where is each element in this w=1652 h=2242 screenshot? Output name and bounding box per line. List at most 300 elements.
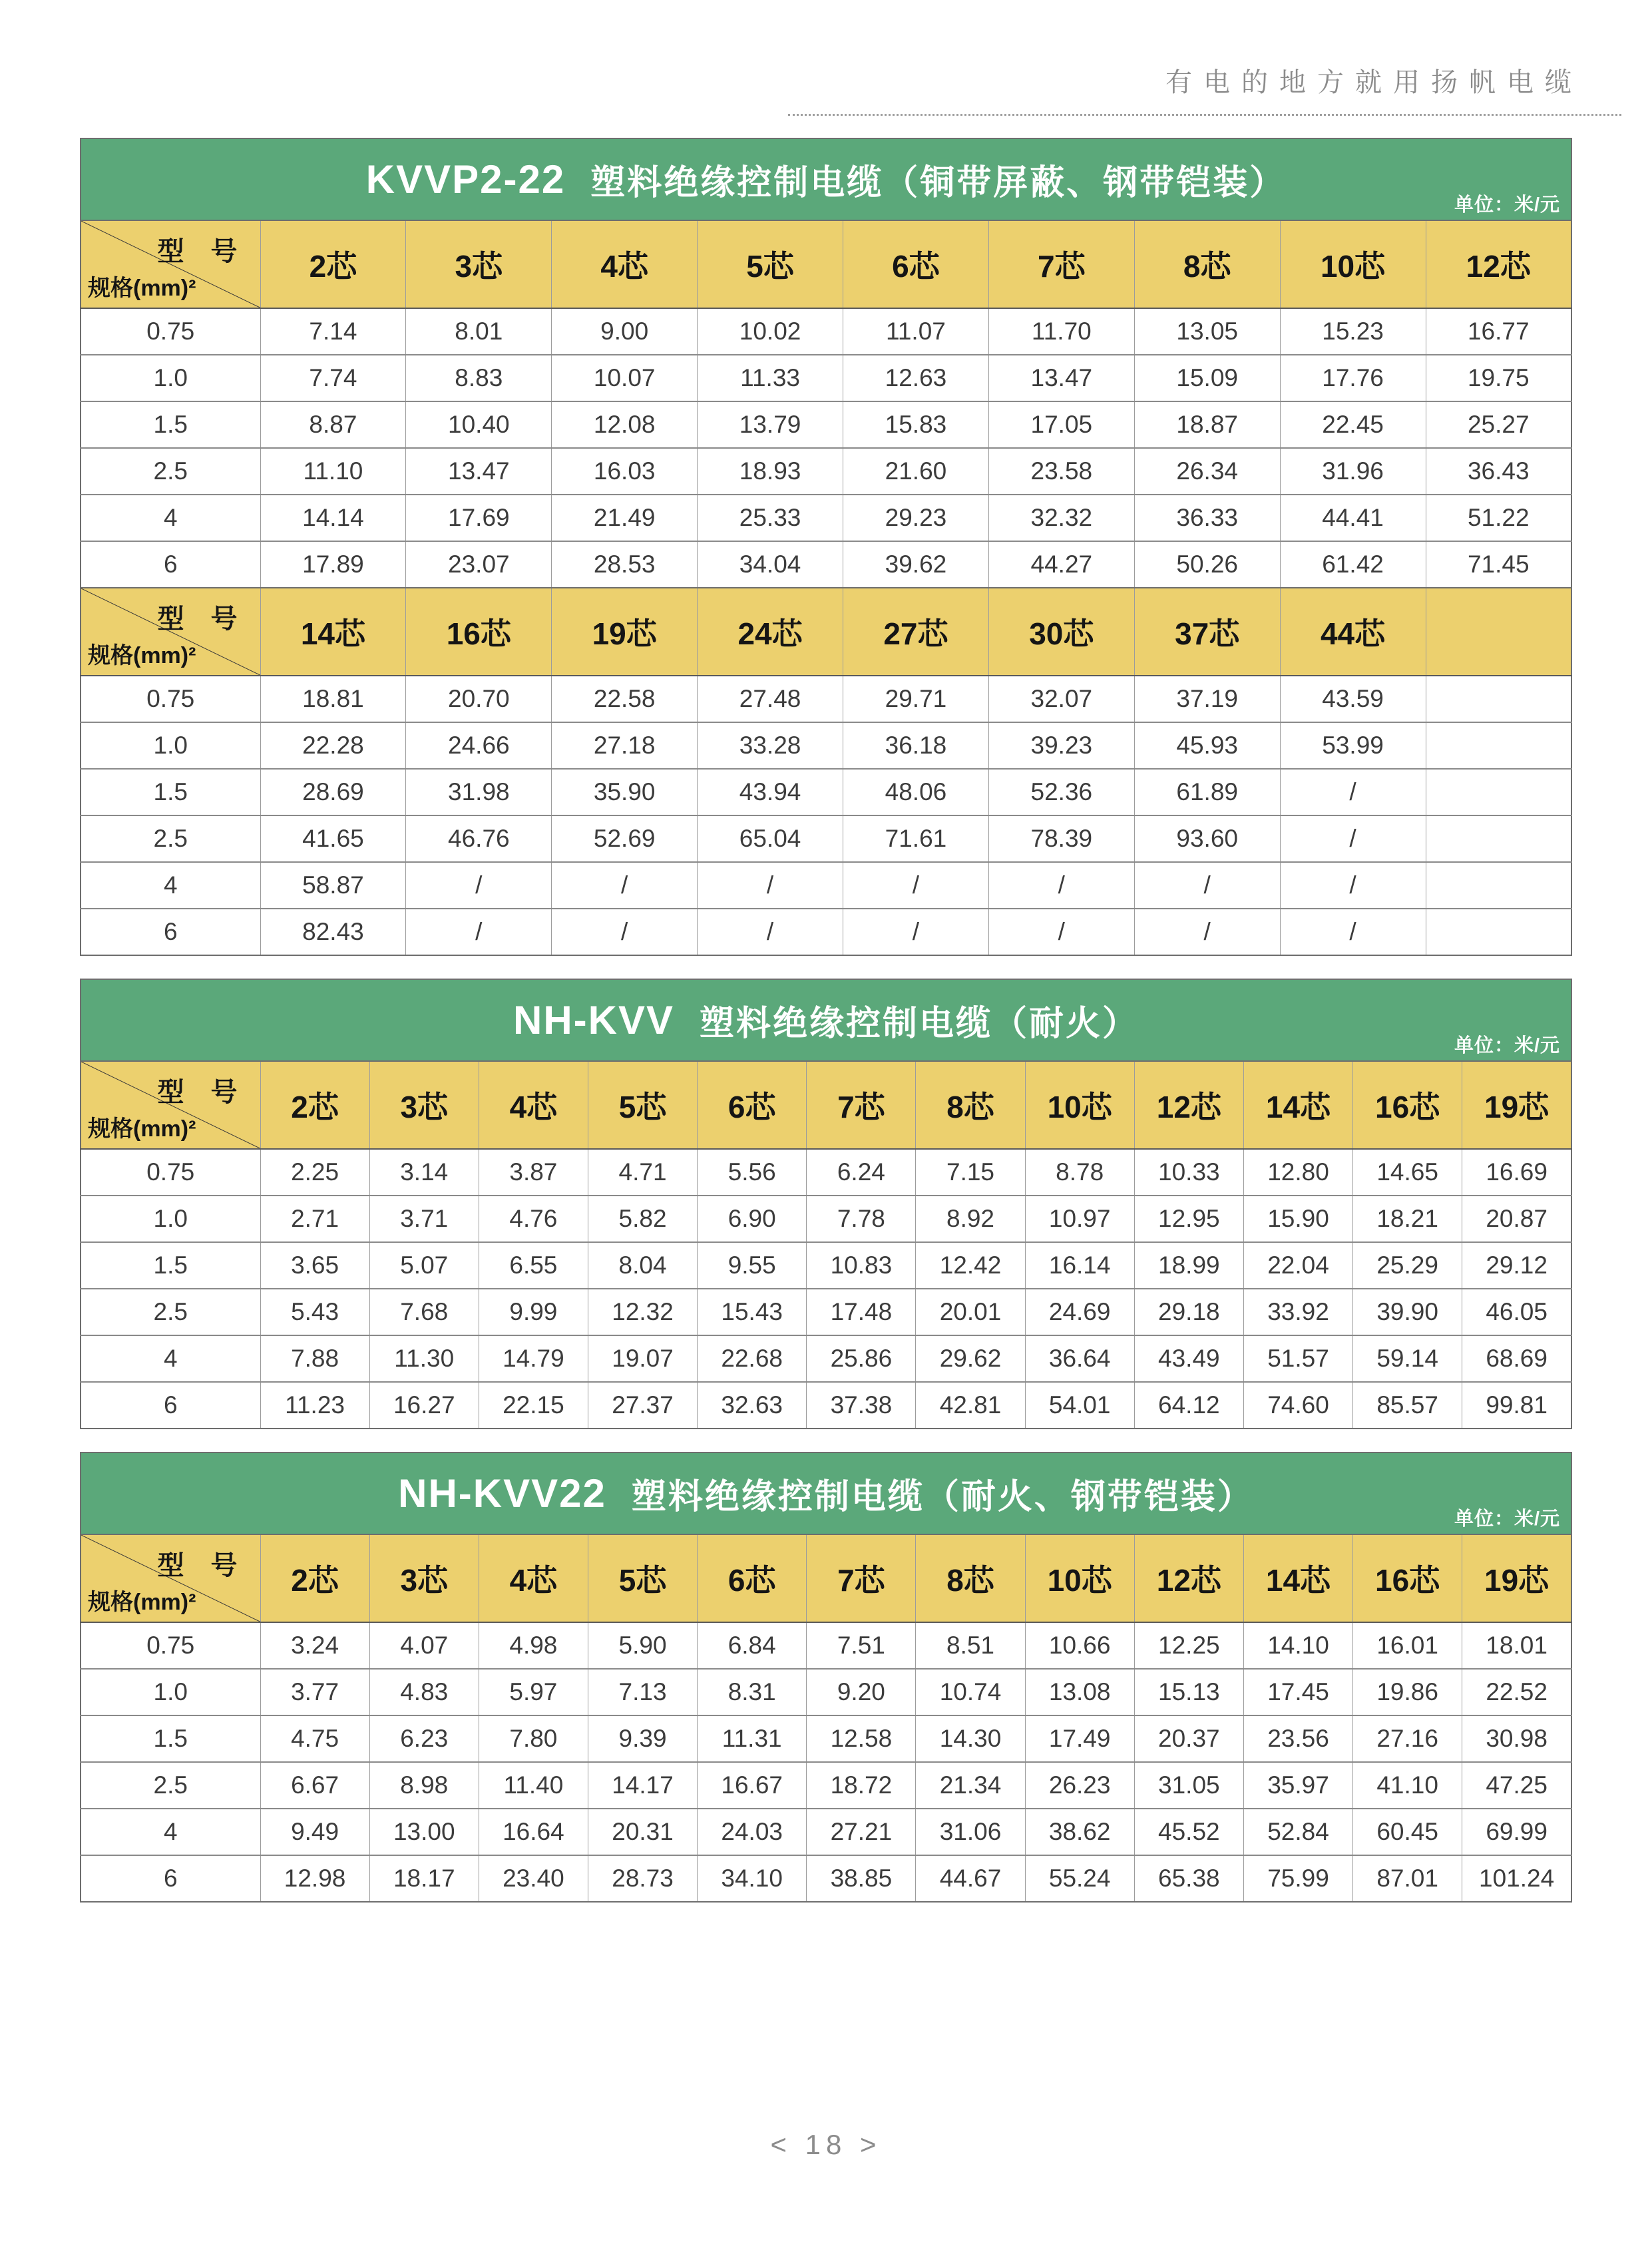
masthead bbox=[788, 61, 1621, 116]
core-count-header: 12芯 bbox=[1426, 220, 1571, 308]
table-row bbox=[81, 676, 1571, 722]
price-cell: 25.29 bbox=[1353, 1242, 1462, 1289]
price-cell: 18.93 bbox=[698, 448, 843, 495]
price-cell: 60.45 bbox=[1353, 1809, 1462, 1855]
core-count-header: 8芯 bbox=[916, 1061, 1025, 1149]
price-cell: / bbox=[1280, 815, 1426, 862]
price-cell: 34.04 bbox=[698, 541, 843, 588]
price-cell: 71.45 bbox=[1426, 541, 1571, 588]
price-cell: 22.28 bbox=[260, 722, 406, 769]
core-count-header: 4芯 bbox=[552, 220, 698, 308]
price-cell: 8.78 bbox=[1025, 1149, 1134, 1196]
spec-cell: 1.5 bbox=[81, 401, 260, 448]
price-cell: 7.15 bbox=[916, 1149, 1025, 1196]
price-cell: 22.58 bbox=[552, 676, 698, 722]
price-cell: 22.04 bbox=[1243, 1242, 1352, 1289]
price-cell: 6.90 bbox=[698, 1196, 807, 1242]
price-cell: 32.07 bbox=[988, 676, 1134, 722]
price-cell: 51.22 bbox=[1426, 495, 1571, 541]
corner-label-spec: 规格(mm)² bbox=[88, 1590, 196, 1615]
price-cell: 38.85 bbox=[807, 1855, 916, 1902]
core-count-header: 30芯 bbox=[988, 588, 1134, 676]
price-cell: 15.83 bbox=[843, 401, 989, 448]
core-count-header: 6芯 bbox=[698, 1534, 807, 1622]
price-cell: 5.97 bbox=[479, 1669, 588, 1715]
spec-cell: 1.5 bbox=[81, 1715, 260, 1762]
corner-label-spec: 规格(mm)² bbox=[88, 1116, 196, 1142]
price-table-kvvp2-22 bbox=[80, 138, 1572, 956]
price-cell: 31.06 bbox=[916, 1809, 1025, 1855]
price-cell: 16.01 bbox=[1353, 1622, 1462, 1669]
price-cell: / bbox=[843, 862, 989, 909]
price-cell: 26.34 bbox=[1134, 448, 1280, 495]
unit-label: 单位：米/元 bbox=[1454, 1508, 1560, 1530]
page-number: < 18 > bbox=[770, 2129, 882, 2160]
price-grid bbox=[80, 1534, 1572, 1903]
price-cell: 65.04 bbox=[698, 815, 843, 862]
spec-cell: 1.0 bbox=[81, 1196, 260, 1242]
price-cell: 7.51 bbox=[807, 1622, 916, 1669]
price-cell: 8.83 bbox=[406, 355, 552, 401]
price-cell: 53.99 bbox=[1280, 722, 1426, 769]
price-cell: 23.58 bbox=[988, 448, 1134, 495]
price-cell: 25.27 bbox=[1426, 401, 1571, 448]
price-cell: 27.18 bbox=[552, 722, 698, 769]
price-cell: 17.89 bbox=[260, 541, 406, 588]
core-count-header: 3芯 bbox=[406, 220, 552, 308]
core-count-header: 44芯 bbox=[1280, 588, 1426, 676]
corner-header-cell bbox=[81, 588, 260, 676]
price-cell: 4.71 bbox=[588, 1149, 697, 1196]
table-row bbox=[81, 1762, 1571, 1809]
price-grid-host bbox=[80, 220, 1572, 956]
price-cell: 44.41 bbox=[1280, 495, 1426, 541]
price-cell: 6.23 bbox=[369, 1715, 479, 1762]
price-cell: 55.24 bbox=[1025, 1855, 1134, 1902]
spec-cell: 2.5 bbox=[81, 448, 260, 495]
price-cell: 9.49 bbox=[260, 1809, 369, 1855]
spec-cell: 1.5 bbox=[81, 1242, 260, 1289]
corner-label-model: 型 号 bbox=[157, 1078, 238, 1107]
price-cell: 13.00 bbox=[369, 1809, 479, 1855]
unit-label: 单位：米/元 bbox=[1454, 194, 1560, 216]
price-cell: / bbox=[406, 862, 552, 909]
price-cell: 61.89 bbox=[1134, 769, 1280, 815]
table-title-banner bbox=[80, 138, 1572, 220]
price-cell: 3.24 bbox=[260, 1622, 369, 1669]
price-cell: 29.62 bbox=[916, 1335, 1025, 1382]
price-cell: / bbox=[1280, 769, 1426, 815]
table-row bbox=[81, 862, 1571, 909]
price-cell: 27.16 bbox=[1353, 1715, 1462, 1762]
corner-label-model: 型 号 bbox=[157, 237, 238, 266]
price-cell: 7.80 bbox=[479, 1715, 588, 1762]
price-cell: 14.10 bbox=[1243, 1622, 1352, 1669]
table-row bbox=[81, 541, 1571, 588]
price-cell: 6.55 bbox=[479, 1242, 588, 1289]
table-row bbox=[81, 448, 1571, 495]
price-cell: 11.70 bbox=[988, 308, 1134, 355]
price-cell: 8.04 bbox=[588, 1242, 697, 1289]
price-cell: 6.84 bbox=[698, 1622, 807, 1669]
price-cell: 41.65 bbox=[260, 815, 406, 862]
price-cell: 43.59 bbox=[1280, 676, 1426, 722]
price-cell: 18.72 bbox=[807, 1762, 916, 1809]
price-cell: 10.02 bbox=[698, 308, 843, 355]
corner-label-model: 型 号 bbox=[157, 1551, 238, 1580]
table-description: 塑料绝缘控制电缆（铜带屏蔽、钢带铠装） bbox=[590, 164, 1287, 202]
core-count-header: 8芯 bbox=[1134, 220, 1280, 308]
core-count-header: 7芯 bbox=[988, 220, 1134, 308]
price-cell: 38.62 bbox=[1025, 1809, 1134, 1855]
price-cell: 3.14 bbox=[369, 1149, 479, 1196]
price-cell: 29.12 bbox=[1462, 1242, 1571, 1289]
price-grid bbox=[80, 1060, 1572, 1429]
price-cell: / bbox=[843, 909, 989, 955]
price-cell: 39.23 bbox=[988, 722, 1134, 769]
price-cell: 12.63 bbox=[843, 355, 989, 401]
table-row bbox=[81, 769, 1571, 815]
price-cell: 44.67 bbox=[916, 1855, 1025, 1902]
price-cell: 3.65 bbox=[260, 1242, 369, 1289]
price-cell: 16.69 bbox=[1462, 1149, 1571, 1196]
price-cell: 37.38 bbox=[807, 1382, 916, 1429]
table-row bbox=[81, 355, 1571, 401]
price-cell: 36.64 bbox=[1025, 1335, 1134, 1382]
corner-label-spec: 规格(mm)² bbox=[88, 276, 196, 301]
price-cell: 17.05 bbox=[988, 401, 1134, 448]
table-row bbox=[81, 1382, 1571, 1429]
price-cell: 33.28 bbox=[698, 722, 843, 769]
price-cell: 10.97 bbox=[1025, 1196, 1134, 1242]
price-cell: 7.14 bbox=[260, 308, 406, 355]
price-cell: 46.76 bbox=[406, 815, 552, 862]
table-row bbox=[81, 909, 1571, 955]
price-cell: 28.73 bbox=[588, 1855, 697, 1902]
price-cell: 71.61 bbox=[843, 815, 989, 862]
price-cell: 11.23 bbox=[260, 1382, 369, 1429]
table-description: 塑料绝缘控制电缆（耐火、钢带铠装） bbox=[631, 1478, 1254, 1516]
price-cell: 18.99 bbox=[1134, 1242, 1243, 1289]
core-count-header bbox=[1426, 588, 1571, 676]
price-cell: 19.86 bbox=[1353, 1669, 1462, 1715]
price-cell: 82.43 bbox=[260, 909, 406, 955]
spec-cell: 4 bbox=[81, 495, 260, 541]
price-cell: 13.08 bbox=[1025, 1669, 1134, 1715]
masthead-slogan: 有电的地方就用扬帆电缆 bbox=[1165, 68, 1583, 97]
price-cell: 21.60 bbox=[843, 448, 989, 495]
price-cell: 20.01 bbox=[916, 1289, 1025, 1335]
price-cell: 20.70 bbox=[406, 676, 552, 722]
price-cell: 12.42 bbox=[916, 1242, 1025, 1289]
header-row bbox=[81, 220, 1571, 308]
price-cell: 16.67 bbox=[698, 1762, 807, 1809]
core-count-header: 12芯 bbox=[1134, 1061, 1243, 1149]
price-cell: 30.98 bbox=[1462, 1715, 1571, 1762]
price-cell: 36.18 bbox=[843, 722, 989, 769]
price-cell bbox=[1426, 676, 1571, 722]
price-cell: 39.90 bbox=[1353, 1289, 1462, 1335]
table-model-name: NH-KVV22 bbox=[398, 1471, 606, 1516]
spec-cell: 2.5 bbox=[81, 815, 260, 862]
price-cell: 43.94 bbox=[698, 769, 843, 815]
core-count-header: 2芯 bbox=[260, 1534, 369, 1622]
price-cell: 19.07 bbox=[588, 1335, 697, 1382]
price-cell: 15.13 bbox=[1134, 1669, 1243, 1715]
price-cell: 29.18 bbox=[1134, 1289, 1243, 1335]
price-cell: 59.14 bbox=[1353, 1335, 1462, 1382]
core-count-header: 7芯 bbox=[807, 1534, 916, 1622]
core-count-header: 37芯 bbox=[1134, 588, 1280, 676]
price-cell: 39.62 bbox=[843, 541, 989, 588]
spec-cell: 2.5 bbox=[81, 1289, 260, 1335]
price-cell: 78.39 bbox=[988, 815, 1134, 862]
price-cell: 50.26 bbox=[1134, 541, 1280, 588]
core-count-header: 2芯 bbox=[260, 1061, 369, 1149]
table-row bbox=[81, 308, 1571, 355]
price-cell: 12.08 bbox=[552, 401, 698, 448]
price-cell: 5.56 bbox=[698, 1149, 807, 1196]
price-cell: 9.55 bbox=[698, 1242, 807, 1289]
header-row bbox=[81, 588, 1571, 676]
price-cell: 16.27 bbox=[369, 1382, 479, 1429]
price-cell: 93.60 bbox=[1134, 815, 1280, 862]
price-cell: 18.87 bbox=[1134, 401, 1280, 448]
core-count-header: 27芯 bbox=[843, 588, 989, 676]
price-cell: 10.33 bbox=[1134, 1149, 1243, 1196]
price-cell: / bbox=[698, 862, 843, 909]
table-row bbox=[81, 401, 1571, 448]
price-cell bbox=[1426, 862, 1571, 909]
core-count-header: 3芯 bbox=[369, 1061, 479, 1149]
price-cell: 24.69 bbox=[1025, 1289, 1134, 1335]
spec-cell: 2.5 bbox=[81, 1762, 260, 1809]
price-cell: 11.07 bbox=[843, 308, 989, 355]
price-cell: 31.98 bbox=[406, 769, 552, 815]
core-count-header: 5芯 bbox=[588, 1534, 697, 1622]
corner-header-cell bbox=[81, 1534, 260, 1622]
core-count-header: 14芯 bbox=[1243, 1061, 1352, 1149]
price-cell: 68.69 bbox=[1462, 1335, 1571, 1382]
price-grid-host bbox=[80, 1534, 1572, 1903]
price-cell: 3.87 bbox=[479, 1149, 588, 1196]
price-cell: 3.71 bbox=[369, 1196, 479, 1242]
price-cell: 9.39 bbox=[588, 1715, 697, 1762]
price-cell: 20.31 bbox=[588, 1809, 697, 1855]
core-count-header: 3芯 bbox=[369, 1534, 479, 1622]
price-cell: 29.71 bbox=[843, 676, 989, 722]
price-cell: 18.17 bbox=[369, 1855, 479, 1902]
table-model-name: KVVP2-22 bbox=[365, 157, 566, 202]
core-count-header: 19芯 bbox=[1462, 1534, 1571, 1622]
spec-cell: 6 bbox=[81, 909, 260, 955]
price-cell: 4.75 bbox=[260, 1715, 369, 1762]
price-cell: 7.68 bbox=[369, 1289, 479, 1335]
price-cell: 18.21 bbox=[1353, 1196, 1462, 1242]
price-cell: 101.24 bbox=[1462, 1855, 1571, 1902]
price-cell: 52.69 bbox=[552, 815, 698, 862]
core-count-header: 24芯 bbox=[698, 588, 843, 676]
price-cell: 13.47 bbox=[988, 355, 1134, 401]
core-count-header: 14芯 bbox=[260, 588, 406, 676]
core-count-header: 14芯 bbox=[1243, 1534, 1352, 1622]
price-cell: 16.77 bbox=[1426, 308, 1571, 355]
table-row bbox=[81, 1622, 1571, 1669]
price-cell: 28.53 bbox=[552, 541, 698, 588]
price-cell: 52.84 bbox=[1243, 1809, 1352, 1855]
price-cell: / bbox=[552, 909, 698, 955]
price-cell: 10.07 bbox=[552, 355, 698, 401]
price-cell: 61.42 bbox=[1280, 541, 1426, 588]
core-count-header: 16芯 bbox=[1353, 1534, 1462, 1622]
price-cell: 14.14 bbox=[260, 495, 406, 541]
price-cell: / bbox=[1134, 862, 1280, 909]
tables-area bbox=[80, 138, 1572, 1925]
core-count-header: 6芯 bbox=[698, 1061, 807, 1149]
price-cell: 28.69 bbox=[260, 769, 406, 815]
table-row bbox=[81, 1809, 1571, 1855]
price-cell: 10.74 bbox=[916, 1669, 1025, 1715]
price-cell bbox=[1426, 769, 1571, 815]
price-grid bbox=[80, 220, 1572, 588]
price-cell: / bbox=[552, 862, 698, 909]
price-cell: 8.31 bbox=[698, 1669, 807, 1715]
corner-header-cell bbox=[81, 1061, 260, 1149]
price-cell: 33.92 bbox=[1243, 1289, 1352, 1335]
price-cell: / bbox=[988, 862, 1134, 909]
price-cell: 22.68 bbox=[698, 1335, 807, 1382]
table-row bbox=[81, 1335, 1571, 1382]
price-cell: 2.71 bbox=[260, 1196, 369, 1242]
core-count-header: 19芯 bbox=[1462, 1061, 1571, 1149]
price-cell: 44.27 bbox=[988, 541, 1134, 588]
price-cell: 22.15 bbox=[479, 1382, 588, 1429]
price-cell: 32.32 bbox=[988, 495, 1134, 541]
price-cell: 7.13 bbox=[588, 1669, 697, 1715]
price-cell: 85.57 bbox=[1353, 1382, 1462, 1429]
table-description: 塑料绝缘控制电缆（耐火） bbox=[700, 1005, 1139, 1043]
price-cell: 45.93 bbox=[1134, 722, 1280, 769]
price-cell: 27.48 bbox=[698, 676, 843, 722]
spec-cell: 0.75 bbox=[81, 308, 260, 355]
price-cell: 9.20 bbox=[807, 1669, 916, 1715]
core-count-header: 4芯 bbox=[479, 1534, 588, 1622]
price-cell: 36.33 bbox=[1134, 495, 1280, 541]
spec-cell: 1.0 bbox=[81, 722, 260, 769]
unit-label: 单位：米/元 bbox=[1454, 1035, 1560, 1056]
price-cell: 43.49 bbox=[1134, 1335, 1243, 1382]
price-cell: 41.10 bbox=[1353, 1762, 1462, 1809]
price-cell: 11.40 bbox=[479, 1762, 588, 1809]
price-cell: 87.01 bbox=[1353, 1855, 1462, 1902]
table-row bbox=[81, 722, 1571, 769]
price-cell: 4.83 bbox=[369, 1669, 479, 1715]
price-cell: 24.03 bbox=[698, 1809, 807, 1855]
spec-cell: 6 bbox=[81, 541, 260, 588]
header-row bbox=[81, 1061, 1571, 1149]
price-cell: / bbox=[988, 909, 1134, 955]
price-cell: 11.31 bbox=[698, 1715, 807, 1762]
price-cell: 7.78 bbox=[807, 1196, 916, 1242]
price-cell: 10.83 bbox=[807, 1242, 916, 1289]
price-cell: 74.60 bbox=[1243, 1382, 1352, 1429]
table-model-name: NH-KVV bbox=[513, 998, 674, 1042]
price-cell: 25.33 bbox=[698, 495, 843, 541]
price-cell: 8.98 bbox=[369, 1762, 479, 1809]
core-count-header: 10芯 bbox=[1280, 220, 1426, 308]
price-cell: 22.52 bbox=[1462, 1669, 1571, 1715]
price-cell: 9.99 bbox=[479, 1289, 588, 1335]
price-cell: 8.51 bbox=[916, 1622, 1025, 1669]
core-count-header: 10芯 bbox=[1025, 1534, 1134, 1622]
price-cell: 34.10 bbox=[698, 1855, 807, 1902]
price-cell: 21.34 bbox=[916, 1762, 1025, 1809]
spec-cell: 1.5 bbox=[81, 769, 260, 815]
price-cell: 58.87 bbox=[260, 862, 406, 909]
price-cell: 12.58 bbox=[807, 1715, 916, 1762]
price-cell: 45.52 bbox=[1134, 1809, 1243, 1855]
price-cell: 11.33 bbox=[698, 355, 843, 401]
table-row bbox=[81, 1149, 1571, 1196]
price-grid-host bbox=[80, 1060, 1572, 1429]
price-cell: 16.14 bbox=[1025, 1242, 1134, 1289]
price-cell: 48.06 bbox=[843, 769, 989, 815]
price-cell: 17.48 bbox=[807, 1289, 916, 1335]
spec-cell: 0.75 bbox=[81, 1149, 260, 1196]
price-cell: 13.47 bbox=[406, 448, 552, 495]
price-cell: 13.05 bbox=[1134, 308, 1280, 355]
price-cell: 46.05 bbox=[1462, 1289, 1571, 1335]
price-cell: 17.69 bbox=[406, 495, 552, 541]
price-cell: 12.95 bbox=[1134, 1196, 1243, 1242]
price-cell: 6.24 bbox=[807, 1149, 916, 1196]
price-cell: 13.79 bbox=[698, 401, 843, 448]
price-cell: 54.01 bbox=[1025, 1382, 1134, 1429]
table-row bbox=[81, 1289, 1571, 1335]
spec-cell: 1.0 bbox=[81, 355, 260, 401]
price-cell: 8.87 bbox=[260, 401, 406, 448]
table-row bbox=[81, 495, 1571, 541]
spec-cell: 4 bbox=[81, 1809, 260, 1855]
spec-cell: 0.75 bbox=[81, 676, 260, 722]
price-cell: 31.05 bbox=[1134, 1762, 1243, 1809]
price-cell: 29.23 bbox=[843, 495, 989, 541]
price-cell: 11.10 bbox=[260, 448, 406, 495]
core-count-header: 16芯 bbox=[406, 588, 552, 676]
core-count-header: 8芯 bbox=[916, 1534, 1025, 1622]
spec-cell: 0.75 bbox=[81, 1622, 260, 1669]
price-cell: 8.01 bbox=[406, 308, 552, 355]
table-row bbox=[81, 1669, 1571, 1715]
core-count-header: 4芯 bbox=[479, 1061, 588, 1149]
price-cell: 69.99 bbox=[1462, 1809, 1571, 1855]
price-cell: 51.57 bbox=[1243, 1335, 1352, 1382]
price-cell: 26.23 bbox=[1025, 1762, 1134, 1809]
spec-cell: 1.0 bbox=[81, 1669, 260, 1715]
price-cell: 17.45 bbox=[1243, 1669, 1352, 1715]
price-cell: 14.79 bbox=[479, 1335, 588, 1382]
price-cell: 47.25 bbox=[1462, 1762, 1571, 1809]
price-cell: 5.07 bbox=[369, 1242, 479, 1289]
table-title-banner bbox=[80, 1452, 1572, 1534]
core-count-header: 2芯 bbox=[260, 220, 406, 308]
price-cell: 12.98 bbox=[260, 1855, 369, 1902]
price-cell: 12.80 bbox=[1243, 1149, 1352, 1196]
price-cell: 20.37 bbox=[1134, 1715, 1243, 1762]
price-cell: / bbox=[1280, 909, 1426, 955]
core-count-header: 10芯 bbox=[1025, 1061, 1134, 1149]
core-count-header: 5芯 bbox=[698, 220, 843, 308]
